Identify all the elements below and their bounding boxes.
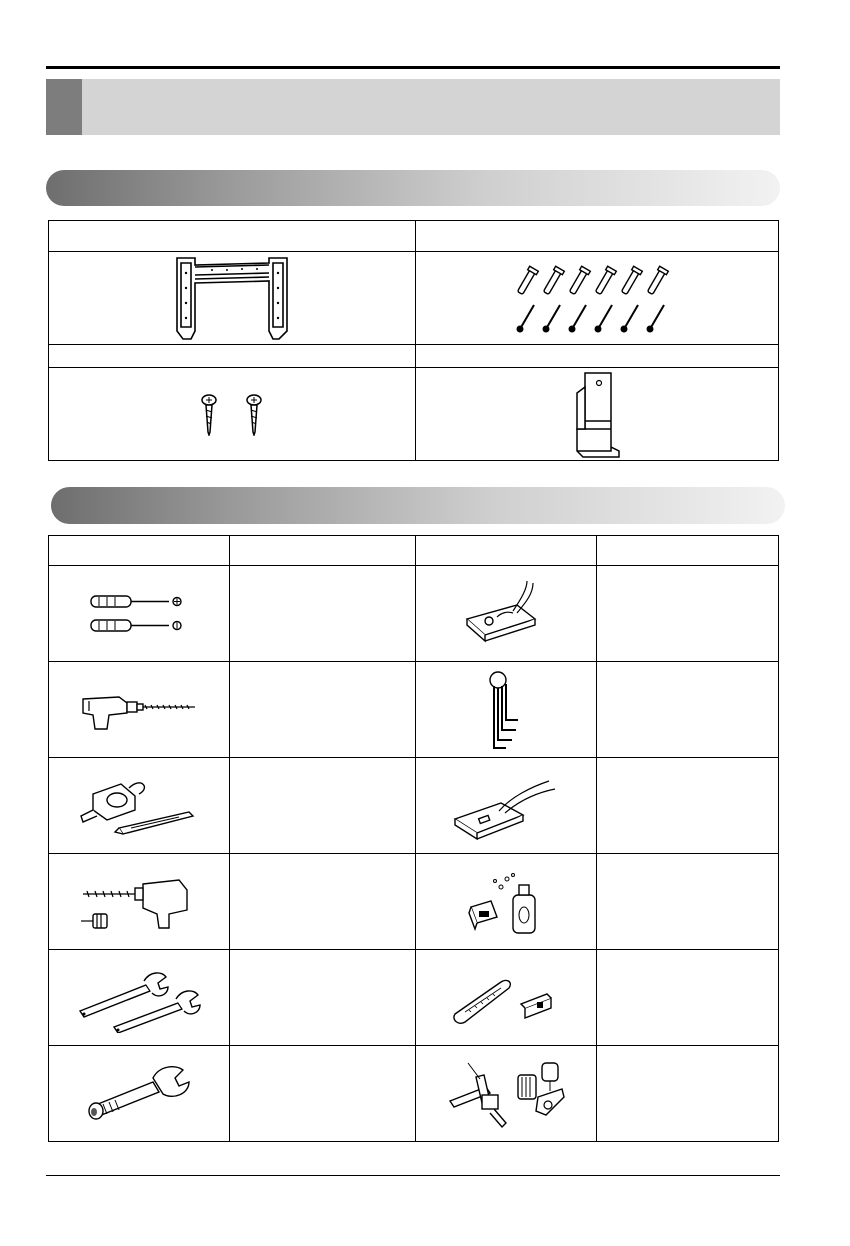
- spanner-icon: [74, 963, 204, 1033]
- section-header-parts: [46, 170, 780, 206]
- parts-table: [48, 220, 779, 461]
- tools-header-1: [49, 536, 230, 566]
- thermometer-level-icon: [461, 867, 551, 937]
- tool-image-cell: [416, 950, 597, 1046]
- hexagonal-wrench-icon: [486, 668, 526, 752]
- tools-header-3: [416, 536, 597, 566]
- table-row: [49, 854, 779, 950]
- tools-header-2: [230, 536, 416, 566]
- tool-image-cell: [416, 854, 597, 950]
- flaring-tool-icon: [451, 968, 561, 1028]
- tool-image-cell: [416, 758, 597, 854]
- tool-image-cell: [49, 1046, 230, 1142]
- table-row: [49, 950, 779, 1046]
- tool-image-cell: [49, 950, 230, 1046]
- anchors-screws-cell: [416, 252, 779, 345]
- parts-header-3: [49, 345, 416, 368]
- tool-label: [597, 950, 779, 1046]
- tool-label: [230, 758, 416, 854]
- tool-label: [230, 566, 416, 662]
- ammeter-icon: [461, 579, 551, 649]
- table-row: [49, 1046, 779, 1142]
- parts-header-2: [416, 221, 779, 252]
- tool-image-cell: [49, 758, 230, 854]
- tool-label: [230, 662, 416, 758]
- anchors-and-screws-icon: [512, 263, 682, 333]
- torque-wrench-icon: [79, 1062, 199, 1126]
- tool-image-cell: [49, 854, 230, 950]
- tool-label: [597, 662, 779, 758]
- table-row: [49, 758, 779, 854]
- parts-header-4: [416, 345, 779, 368]
- tools-table: [48, 535, 779, 1142]
- installation-plate-cell: [49, 252, 416, 345]
- tool-label: [597, 1046, 779, 1142]
- tool-label: [230, 854, 416, 950]
- tool-label: [230, 1046, 416, 1142]
- tool-label: [597, 758, 779, 854]
- section-header-tools: [51, 487, 785, 524]
- tool-label: [597, 566, 779, 662]
- tools-header-4: [597, 536, 779, 566]
- pan-head-screws-icon: [187, 392, 277, 436]
- parts-header-1: [49, 221, 416, 252]
- title-accent: [46, 79, 82, 135]
- remote-holder-icon: [567, 369, 627, 459]
- tool-image-cell: [416, 566, 597, 662]
- tool-label: [597, 854, 779, 950]
- installation-plate-icon: [167, 253, 297, 343]
- top-rule: [46, 66, 780, 69]
- tool-image-cell: [416, 1046, 597, 1142]
- measuring-tape-knife-icon: [79, 774, 199, 838]
- screwdrivers-icon: [89, 592, 189, 636]
- hole-core-drill-icon: [79, 870, 199, 934]
- tool-image-cell: [49, 662, 230, 758]
- bottom-rule: [46, 1175, 780, 1176]
- tool-image-cell: [49, 566, 230, 662]
- electric-drill-icon: [79, 685, 199, 735]
- pan-head-screws-cell: [49, 368, 416, 461]
- tool-label: [230, 950, 416, 1046]
- table-row: [49, 662, 779, 758]
- gas-leak-detector-icon: [451, 771, 561, 841]
- table-row: [49, 566, 779, 662]
- flaring-tool-set-icon: [446, 1057, 566, 1131]
- title-bar: [46, 79, 780, 135]
- remote-holder-cell: [416, 368, 779, 461]
- tool-image-cell: [416, 662, 597, 758]
